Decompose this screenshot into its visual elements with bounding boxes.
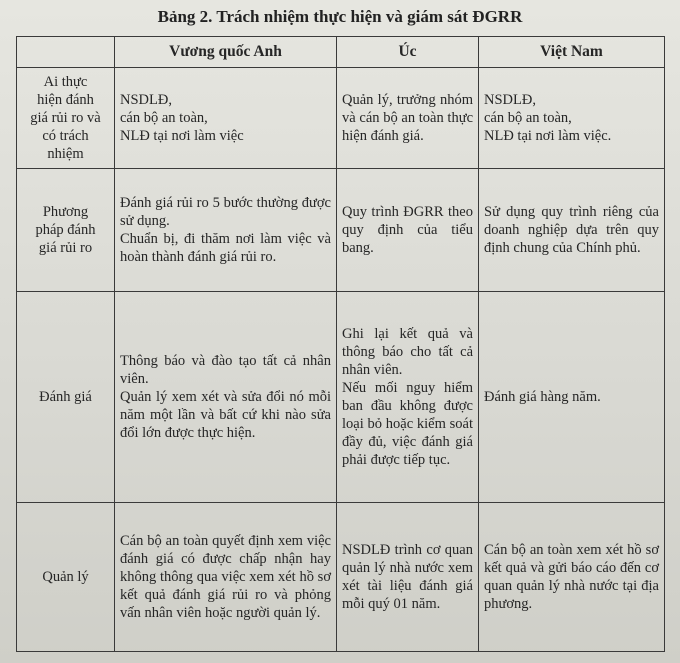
row-header — [17, 169, 115, 292]
cell-australia — [337, 68, 479, 169]
responsibility-table — [16, 36, 665, 652]
cell-text: Đánh giá hàng năm. — [484, 389, 601, 405]
cell-text: Quản lý xem xét và sửa đổi nó mỗi năm một lần và bất cứ khi nào sửa đổi lớn được thực hiện. — [120, 389, 331, 441]
cell-uk — [115, 292, 337, 503]
cell-text: cán bộ an toàn, — [120, 110, 208, 126]
cell-text: Ghi lại kết quả và thông báo cho tất cả nhân viên. — [342, 326, 473, 378]
cell-text: Nếu mối nguy hiểm ban đầu không được loại bỏ hoặc kiểm soát đầy đủ, việc đánh giá phải được tiếp tục. — [342, 380, 473, 468]
cell-text: Cán bộ an toàn xem xét hồ sơ kết quả và gửi báo cáo đến cơ quan quản lý nhà nước tại địa phương. — [484, 542, 659, 612]
cell-text: Thông báo và đào tạo tất cả nhân viên. — [120, 353, 331, 387]
cell-text: Sử dụng quy trình riêng của doanh nghiệp dựa trên quy định chung của Chính phủ. — [484, 204, 659, 256]
cell-text: Đánh giá — [39, 389, 92, 405]
cell-text: NSDLĐ, — [484, 92, 536, 108]
cell-vietnam — [479, 292, 665, 503]
cell-text: Chuẩn bị, đi thăm nơi làm việc và hoàn thành đánh giá rủi ro. — [120, 231, 331, 265]
cell-australia — [337, 503, 479, 652]
cell-text: Đánh giá rủi ro 5 bước thường được sử dụng. — [120, 195, 331, 229]
cell-uk — [115, 503, 337, 652]
cell-uk — [115, 169, 337, 292]
table-row — [17, 169, 665, 292]
header-row — [17, 37, 665, 68]
cell-text: NSDLĐ trình cơ quan quản lý nhà nước xem xét tài liệu đánh giá mỗi quý 01 năm. — [342, 542, 473, 612]
cell-text: có trách — [42, 128, 89, 144]
cell-text: Quy trình ĐGRR theo quy định của tiểu bang. — [342, 204, 473, 256]
cell-text: giá rủi ro — [38, 240, 93, 256]
header-corner — [17, 37, 115, 68]
cell-text: Phương — [42, 204, 89, 220]
cell-text: hiện đánh — [37, 92, 94, 108]
cell-text: Ai thực — [43, 74, 88, 90]
header-australia: Úc — [337, 37, 479, 68]
table-title: Bảng 2. Trách nhiệm thực hiện và giám sát ĐGRR — [157, 7, 523, 26]
cell-text: NLĐ tại nơi làm việc — [120, 128, 244, 144]
header-vietnam: Việt Nam — [479, 37, 665, 68]
cell-vietnam — [479, 503, 665, 652]
cell-text: cán bộ an toàn, — [484, 110, 572, 126]
cell-text: Quản lý — [42, 569, 89, 585]
cell-text: pháp đánh — [35, 222, 96, 238]
cell-australia — [337, 292, 479, 503]
header-uk: Vương quốc Anh — [115, 37, 337, 68]
cell-text: Cán bộ an toàn quyết định xem việc đánh giá có được chấp nhận hay không thông qua việc xem xét hồ sơ kết quả đánh giá rủi ro và phỏng vấn nhân viên hoặc người quản lý. — [120, 533, 331, 621]
cell-text: NSDLĐ, — [120, 92, 172, 108]
cell-uk — [115, 68, 337, 169]
row-header — [17, 68, 115, 169]
row-header — [17, 292, 115, 503]
cell-text: Quản lý, trưởng nhóm và cán bộ an toàn thực hiện đánh giá. — [342, 92, 473, 144]
cell-text: NLĐ tại nơi làm việc. — [484, 128, 612, 144]
table-row — [17, 292, 665, 503]
cell-text: nhiệm — [47, 146, 84, 162]
cell-vietnam — [479, 68, 665, 169]
table-row — [17, 68, 665, 169]
row-header — [17, 503, 115, 652]
cell-text: giá rủi ro và — [30, 110, 101, 126]
cell-australia — [337, 169, 479, 292]
table-row — [17, 503, 665, 652]
cell-vietnam — [479, 169, 665, 292]
